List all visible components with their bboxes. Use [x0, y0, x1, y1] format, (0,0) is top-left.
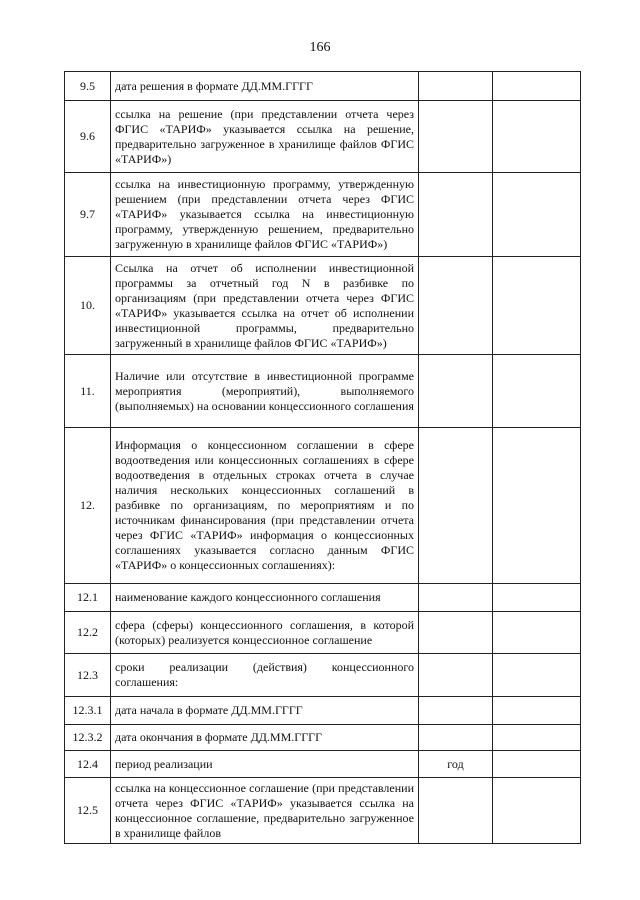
report-table — [64, 71, 581, 844]
report-table-body — [65, 72, 581, 844]
row-unit — [419, 654, 493, 697]
table-row — [65, 612, 581, 654]
table-row — [65, 654, 581, 697]
row-number: 12.3.2 — [65, 725, 111, 751]
table-row — [65, 697, 581, 725]
table-row — [65, 257, 581, 355]
row-value — [493, 584, 581, 612]
row-unit — [419, 72, 493, 101]
row-value — [493, 428, 581, 584]
row-unit — [419, 428, 493, 584]
row-description: ссылка на концессионное соглашение (при представлении отчета через ФГИС «ТАРИФ» указывается ссылка на концессионное соглашение, предварительно загруженное в хранилище файлов — [111, 778, 419, 844]
row-description: сфера (сферы) концессионного соглашения, в которой (которых) реализуется концессионное соглашение — [111, 612, 419, 654]
page-number: 166 — [309, 40, 331, 55]
row-unit — [419, 173, 493, 257]
row-value — [493, 697, 581, 725]
row-number: 12.3 — [65, 654, 111, 697]
row-description: Наличие или отсутствие в инвестиционной программе мероприятия (мероприятий), выполняемого (выполняемых) на основании концессионного соглашения — [111, 355, 419, 428]
row-value — [493, 72, 581, 101]
row-value — [493, 751, 581, 778]
row-description: ссылка на решение (при представлении отчета через ФГИС «ТАРИФ» указывается ссылка на решение, предварительно загруженное в хранилище файлов ФГИС «ТАРИФ») — [111, 101, 419, 173]
row-unit: год — [419, 751, 493, 778]
row-number: 9.6 — [65, 101, 111, 173]
row-unit — [419, 697, 493, 725]
row-value — [493, 173, 581, 257]
row-unit — [419, 101, 493, 173]
row-unit — [419, 355, 493, 428]
table-row — [65, 428, 581, 584]
row-description: ссылка на инвестиционную программу, утвержденную решением (при представлении отчета через ФГИС «ТАРИФ» указывается ссылка на инвестиционную программу, утвержденную решением, предварительно загруженную в хранилище файлов ФГИС «ТАРИФ») — [111, 173, 419, 257]
table-row — [65, 101, 581, 173]
row-number: 9.7 — [65, 173, 111, 257]
row-number: 11. — [65, 355, 111, 428]
row-description: дата начала в формате ДД.ММ.ГГГГ — [111, 697, 419, 725]
row-value — [493, 612, 581, 654]
row-description: Ссылка на отчет об исполнении инвестиционной программы за отчетный год N в разбивке по организациям (при представлении отчета через ФГИС «ТАРИФ» указывается ссылка на отчет об исполнении инвестиционной программы, предварительно загруженный в хранилище файлов ФГИС «ТАРИФ») — [111, 257, 419, 355]
table-row — [65, 584, 581, 612]
row-unit — [419, 257, 493, 355]
row-unit — [419, 584, 493, 612]
row-unit — [419, 612, 493, 654]
row-number: 12.4 — [65, 751, 111, 778]
row-description: дата окончания в формате ДД.ММ.ГГГГ — [111, 725, 419, 751]
row-description: период реализации — [111, 751, 419, 778]
row-value — [493, 725, 581, 751]
row-number: 12.5 — [65, 778, 111, 844]
row-number: 12.3.1 — [65, 697, 111, 725]
row-value — [493, 654, 581, 697]
row-number: 12.2 — [65, 612, 111, 654]
table-row — [65, 72, 581, 101]
row-value — [493, 101, 581, 173]
row-unit — [419, 725, 493, 751]
row-unit — [419, 778, 493, 844]
table-row — [65, 725, 581, 751]
row-value — [493, 257, 581, 355]
row-description: Информация о концессионном соглашении в сфере водоотведения или концессионных соглашениях в сфере водоотведения в отдельных строках отчета в случае наличия нескольких концессионных соглашений в разбивке по организациям, по мероприятиям и по источникам финансирования (при представлении отчета через ФГИС «ТАРИФ» информация о концессионных соглашениях указывается согласно данным ФГИС «ТАРИФ» о концессионных соглашениях): — [111, 428, 419, 584]
table-row — [65, 778, 581, 844]
table-row — [65, 751, 581, 778]
row-value — [493, 355, 581, 428]
row-number: 12.1 — [65, 584, 111, 612]
row-number: 9.5 — [65, 72, 111, 101]
table-row — [65, 355, 581, 428]
row-description: дата решения в формате ДД.ММ.ГГГГ — [111, 72, 419, 101]
row-value — [493, 778, 581, 844]
row-description: наименование каждого концессионного соглашения — [111, 584, 419, 612]
row-description: сроки реализации (действия) концессионного соглашения: — [111, 654, 419, 697]
table-row — [65, 173, 581, 257]
row-number: 10. — [65, 257, 111, 355]
row-number: 12. — [65, 428, 111, 584]
